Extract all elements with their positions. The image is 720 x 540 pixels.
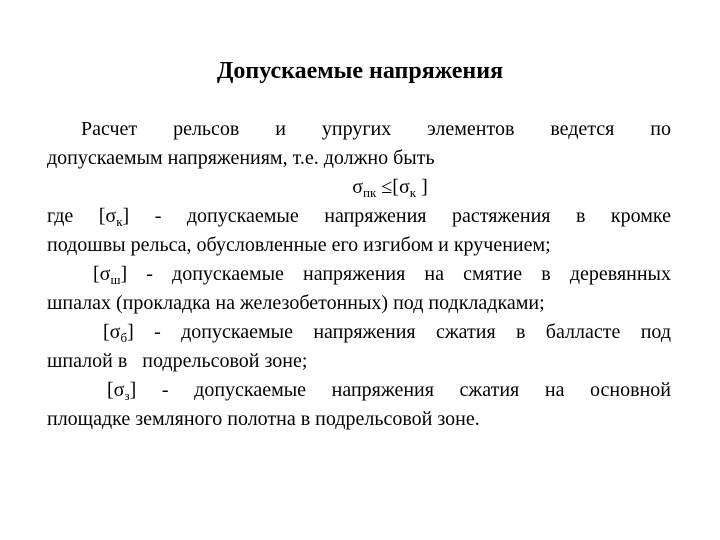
definition-text: ] - допускаемые напряжения растяжения в кромке [122, 205, 671, 227]
definition-sh-line [47, 262, 671, 286]
subscript: б [120, 330, 128, 345]
subscript: ш [110, 272, 121, 287]
sigma-symbol: σ [109, 321, 121, 343]
definition-k-line2: подошвы рельса, обусловленные его изгибом и кручением; [47, 234, 551, 256]
bracket-symbol: [ [93, 263, 100, 285]
subscript: к [116, 214, 123, 229]
page-title: Допускаемые напряжения [216, 58, 504, 84]
relation-symbol: ≤[ [376, 176, 399, 198]
sigma-symbol: σ [398, 176, 410, 198]
bracket-symbol: ] [416, 176, 428, 198]
definition-text: ] - допускаемые напряжения сжатия в балласте под [127, 321, 671, 343]
paragraph-line: Расчет рельсов и упругих элементов ведется по [81, 118, 671, 140]
sigma-symbol: σ [113, 379, 125, 401]
definition-z-line [47, 378, 671, 402]
definition-b-line2: шпалой в подрельсовой зоне; [47, 350, 308, 372]
definition-k-line [47, 204, 671, 228]
sigma-symbol: σ [352, 176, 364, 198]
definition-text: ] - допускаемые напряжения сжатия на основной [129, 379, 671, 401]
sigma-symbol: σ [99, 263, 111, 285]
definition-sh-line2: шпалах (прокладка на железобетонных) под подкладками; [47, 292, 545, 314]
subscript: з [124, 388, 130, 403]
bracket-symbol: [ [107, 379, 114, 401]
definition-text: ] - допускаемые напряжения на смятие в деревянных [120, 263, 671, 285]
bracket-symbol: где [ [47, 205, 106, 227]
definition-z-line2: площадке земляного полотна в подрельсовой зоне. [47, 408, 480, 430]
subscript: к [409, 185, 417, 200]
definition-b-line [47, 320, 671, 344]
subscript: пк [363, 185, 377, 200]
bracket-symbol: [ [103, 321, 110, 343]
paragraph-line: допускаемым напряжениям, т.е. должно быть [47, 147, 435, 169]
formula [290, 175, 490, 199]
sigma-symbol: σ [105, 205, 117, 227]
